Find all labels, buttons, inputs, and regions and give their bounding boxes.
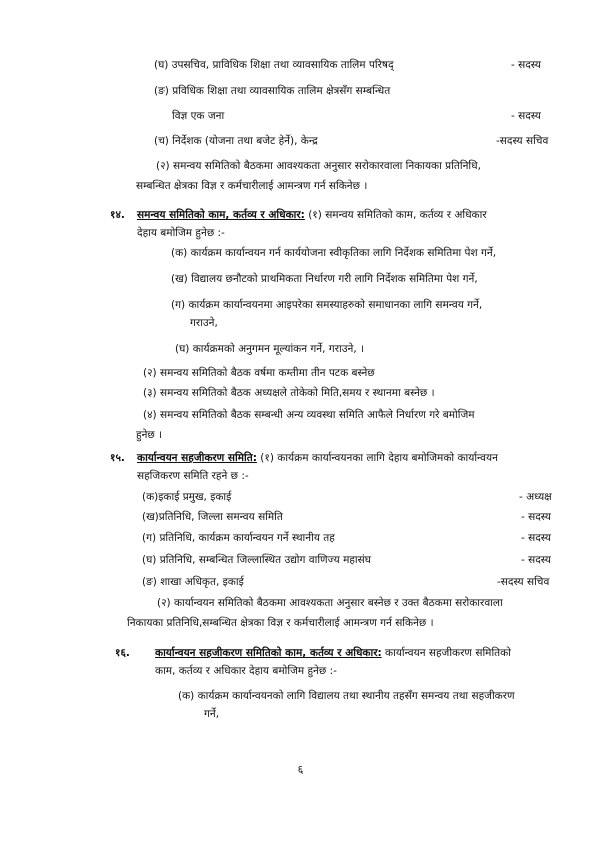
- section-16-number: १६.: [115, 647, 130, 659]
- paragraph-line: हुनेछ ।: [136, 429, 163, 441]
- member-role: - सदस्य: [521, 554, 551, 566]
- member-line: (घ) उपसचिव, प्राविधिक शिक्षा तथा व्यावसायिक तालिम परिषद्: [154, 59, 394, 71]
- member-role: - अध्यक्ष: [519, 491, 552, 503]
- section-16-heading: कार्यान्वयन सहजीकरण समितिको काम, कर्तव्य र अधिकार:: [155, 647, 382, 659]
- member-role: - सदस्य: [511, 59, 541, 71]
- section-14-heading-line: [137, 208, 487, 222]
- paragraph-line: (३) समन्वय समितिको बैठक अध्यक्षले तोकेको मिति,समय र स्थानमा बस्नेछ ।: [143, 387, 435, 399]
- paragraph-line: निकायका प्रतिनिधि,सम्बन्धित क्षेत्रका विज्ञ र कर्मचारीलाई आमन्त्रण गर्न सकिनेछ ।: [127, 617, 434, 629]
- member-line: (ङ) शाखा अधिकृत, इकाई: [142, 576, 244, 588]
- member-role: - सदस्य: [511, 110, 541, 122]
- list-item: (क) कार्यक्रम कार्यान्वयनको लागि विद्यालय तथा स्थानीय तहसँग समन्वय तथा सहजीकरण: [178, 690, 515, 702]
- section-15-heading-line: [137, 451, 498, 465]
- section-15-heading: कार्यान्वयन सहजीकरण समिति:: [137, 452, 257, 464]
- list-item: (घ) कार्यक्रमको अनुगमन मूल्यांकन गर्ने, गराउने, ।: [175, 343, 364, 355]
- list-item: (ख) विद्यालय छनौटको प्राथमिकता निर्धारण गरी लागि निर्देशक समितिमा पेश गर्ने,: [171, 273, 478, 285]
- section-14-number: १४.: [110, 209, 125, 221]
- member-line: विज्ञ एक जना: [172, 110, 225, 122]
- list-item-continued: गर्ने,: [204, 708, 220, 720]
- member-line: (घ) प्रतिनिधि, सम्बन्धित जिल्लास्थित उद्योग वाणिज्य महासंघ: [142, 554, 371, 566]
- section-16-intro-2: काम, कर्तव्य र अधिकार देहाय बमोजिम हुनेछ :-: [155, 665, 337, 677]
- section-16-heading-line: [155, 646, 511, 660]
- member-line: (ख)प्रतिनिधि, जिल्ला समन्वय समिति: [142, 511, 283, 523]
- section-14-heading: समन्वय समितिको काम, कर्तव्य र अधिकार:: [137, 209, 305, 221]
- member-line: (ग) प्रतिनिधि, कार्यक्रम कार्यान्वयन गर्ने स्थानीय तह: [142, 532, 335, 544]
- paragraph-line: (२) कार्यान्वयन समितिको बैठकमा आवश्यकता अनुसार बस्नेछ र उक्त बैठकमा सरोकारवाला: [157, 597, 503, 609]
- paragraph-line: (२) समन्वय समितिको बैठक वर्षमा कम्तीमा तीन पटक बस्नेछ: [143, 367, 375, 379]
- section-14-intro-2: देहाय बमोजिम हुनेछ :-: [137, 227, 225, 239]
- member-line: (ङ) प्रविधिक शिक्षा तथा व्यावसायिक तालिम क्षेत्रसँग सम्बन्धित: [154, 85, 391, 97]
- member-role: -सदस्य सचिव: [497, 576, 550, 588]
- section-15-intro-2: सहजिकरण समिति रहने छ :-: [137, 470, 249, 482]
- section-14-intro: (१) समन्वय समितिको काम, कर्तव्य र अधिकार: [308, 209, 487, 221]
- member-line: (क)इकाई प्रमुख, इकाई: [142, 491, 232, 503]
- paragraph-line: सम्बन्धित क्षेत्रका विज्ञ र कर्मचारीलाई आमन्त्रण गर्न सकिनेछ ।: [136, 180, 368, 192]
- list-item-continued: गराउने,: [190, 317, 218, 329]
- member-role: - सदस्य: [521, 511, 551, 523]
- member-line: (च) निर्देशक (योजना तथा बजेट हेर्ने), केन्द्र: [154, 135, 318, 147]
- list-item: (क) कार्यक्रम कार्यान्वयन गर्न कार्ययोजना स्वीकृतिका लागि निर्देशक समितिमा पेश गर्ने,: [171, 247, 497, 259]
- section-15-number: १५.: [110, 452, 125, 464]
- member-role: -सदस्य सचिव: [496, 135, 549, 147]
- section-16-intro: कार्यान्वयन सहजीकरण समितिको: [385, 647, 511, 659]
- member-role: - सदस्य: [521, 532, 551, 544]
- section-15-intro: (१) कार्यक्रम कार्यान्वयनका लागि देहाय बमोजिमको कार्यान्वयन: [260, 452, 498, 464]
- page-number: ६: [297, 763, 304, 776]
- paragraph-line: (२) समन्वय समितिको बैठकमा आवश्यकता अनुसार सरोकारवाला निकायका प्रतिनिधि,: [156, 160, 481, 172]
- paragraph-line: (४) समन्वय समितिको बैठक सम्बन्धी अन्य व्यवस्था समिति आफैले निर्धारण गरे बमोजिम: [143, 409, 475, 421]
- list-item: (ग) कार्यक्रम कार्यान्वयनमा आइपरेका समस्याहरुको समाधानका लागि समन्वय गर्ने,: [171, 299, 483, 311]
